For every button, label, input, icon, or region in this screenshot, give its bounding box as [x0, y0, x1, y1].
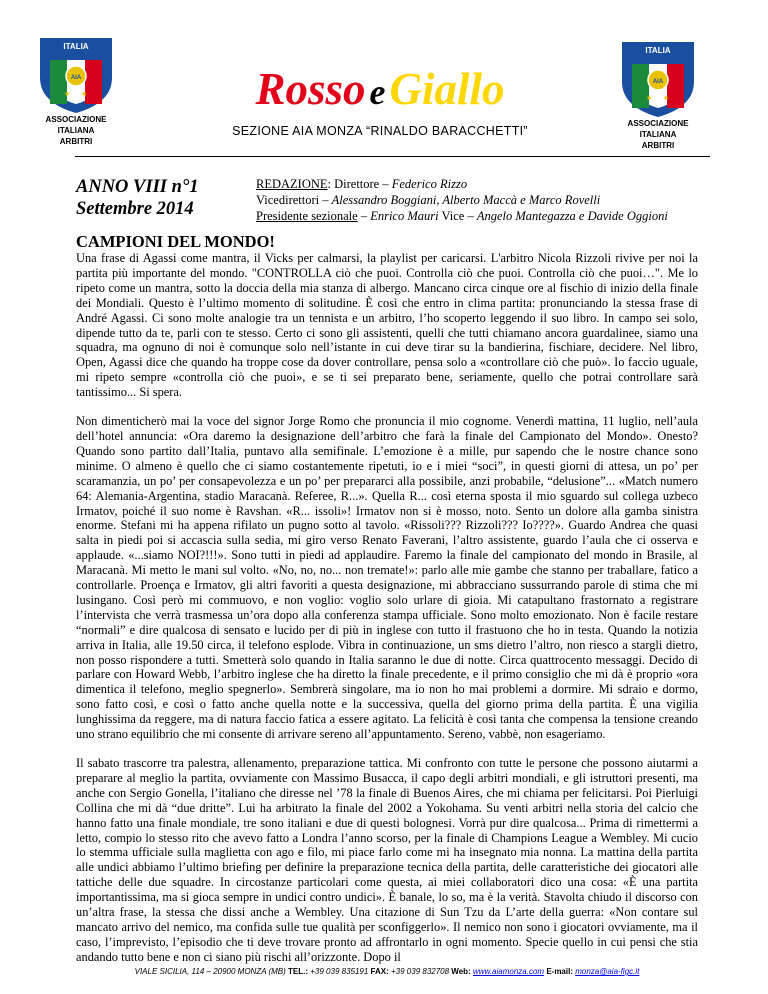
redazione-sep: : Direttore –	[327, 177, 392, 191]
svg-text:★: ★	[64, 90, 71, 98]
issue-number: ANNO VIII n°1	[76, 177, 199, 197]
presidente-label: Presidente sezionale	[256, 209, 358, 223]
svg-text:ITALIA: ITALIA	[63, 42, 89, 51]
footer-web-link[interactable]: www.aiamonza.com	[472, 967, 545, 976]
footer-email-label: E-mail:	[546, 967, 573, 976]
aia-logo-right	[612, 40, 704, 151]
footer-tel: +39 039 835191	[308, 967, 371, 976]
editorial-line-presidente	[256, 208, 668, 224]
footer-address: VIALE SICILIA, 114 – 20900 MONZA (MB)	[134, 967, 289, 976]
direttore-name: Federico Rizzo	[391, 177, 468, 191]
logo-caption-line: ASSOCIAZIONE	[45, 115, 107, 124]
italia-shield-icon	[618, 40, 698, 118]
svg-text:ITALIA: ITALIA	[645, 46, 671, 55]
vice2-names: Angelo Mantegazza e Davide Oggioni	[476, 209, 668, 223]
masthead-title	[150, 62, 610, 116]
presidente-name: Enrico Mauri	[370, 209, 439, 223]
article-paragraph: Il sabato trascorre tra palestra, allenamento, preparazione tattica. Mi confronto con tutte le persone che possono aiutarmi a preparare al meglio la partita, ovviamente con Massimo Busacca, il capo degli arbitri mondiali, e gli istruttori presenti, ma anche con Sergio Gonella, l’italiano che diresse nel ’78 la finale di Buenos Aires, che mi chiama per felicitarsi. Poi Pierluigi Collina che mi dà “due dritte”. Lui ha arbitrato la finale del 2002 a Yokohama. Su venti arbitri nella storia del calcio che hanno fatto una finale mondiale, tre sono italiani e due di questi bolognesi. Vorrà pur dire qualcosa... Prima di rimettermi a letto, compio lo stesso rito che avevo fatto a Londra l’anno scorso, per la finale di Champions League a Wembley. Mi cucio lo stemma ufficiale sulla maglietta con ago e filo, mi piace farlo come mi ha insegnato mia nonna. La mattina della partita alle undici abbiamo l’ultimo briefing per definire la preparazione tecnica della partita, delle caratteristiche dei giocatori alle tattiche delle due squadre. In circostanze particolari come questa, ai miei collaboratori dico una cosa: «È una partita importantissima, ma si gioca sempre in undici contro undici». È banale, lo so, ma è la verità. Stavolta chiudo il discorso con un’altra frase, la stessa che dissi anche a Wembley. Una citazione di Sun Tzu da L’arte della guerra: «Non contare sul mancato arrivo del nemico, ma confida sulle tue qualità per sconfiggerlo». Il nemico non sono i giocatori ovviamente, ma il caso, l’imprevisto, l’episodio che ti deve trovare pronto ad affrontarlo in ogni momento. Specie quello in cui pensi che stia andando tutto bene e non ci siano più rischi all’orizzonte. Dopo il	[76, 756, 698, 964]
article-body	[76, 251, 698, 979]
svg-text:★: ★	[646, 94, 653, 102]
issue-info	[76, 176, 199, 220]
svg-text:AIA: AIA	[652, 79, 664, 85]
footer-fax-label: FAX:	[370, 967, 389, 976]
editorial-line-redazione	[256, 176, 668, 192]
svg-text:★: ★	[663, 94, 670, 102]
footer-contacts	[76, 967, 698, 976]
article-paragraph: Una frase di Agassi come mantra, il Vicks per calmarsi, la playlist per caricarsi. L'arbitro Nicola Rizzoli rivive per noi la partita più importante del mondo. "CONTROLLA ciò che puoi. Controlla ciò che puoi. Controlla ciò che puoi…". Me lo ripeto come un mantra, sotto la doccia della mia stanza di albergo. Mancano circa cinque ore al fischio di inizio della finale dei Mondiali. Questo è l’ultimo momento di solitudine. È così che entro in clima partita: pronunciando la stessa frase di André Agassi. Ci sono molte analogie tra un tennista e un arbitro, l’ho scoperto leggendo il suo libro. In campo sei solo, dipende tutto da te, parli con te stesso. Certo ci sono gli assistenti, quelli che tutti chiamano ancora guardalinee, siamo una squadra, ma ognuno di noi è comunque solo nell’istante in cui deve tirar su la bandierina, fischiare, decidere. Nel libro, Open, Agassi dice che quando ha troppe cose da dover controllare, pensa solo a «controllare ciò che può». Io faccio uguale, mi ripeto sempre «controlla ciò che puoi», e se ti sei preparato bene, seriamente, quello che potrai controllare sarà tantissimo... Si spera.	[76, 251, 698, 400]
logo-caption-line: ARBITRI	[59, 137, 93, 146]
presidente-sep: –	[357, 209, 371, 223]
vice2-label: Vice –	[438, 209, 477, 223]
logo-caption-line: ITALIANA	[639, 130, 677, 139]
header-divider	[75, 156, 710, 157]
logo-caption-line: ASSOCIAZIONE	[627, 119, 689, 128]
redazione-label: REDAZIONE	[256, 177, 328, 191]
masthead-word-e: e	[369, 72, 386, 112]
article-paragraph: Non dimenticherò mai la voce del signor Jorge Romo che pronuncia il mio cognome. Venerdì mattina, 11 luglio, nell’aula dell’hotel annuncia: «Ora daremo la designazione dell’arbitro che farà la finale del Campionato del Mondo». Onesto? Quando sono partito dall’Italia, puntavo alla semifinale. L’emozione è a mille, pur sapendo che le nostre chance sono minime. O almeno è quello che ci siamo costantemente ripetuti, io e i miei “soci”, in questi giorni di attesa, un po’ per scaramanzia, un po’ per consapevolezza e un po’ per prepararci alla possibile, anzi probabile, “delusione”... «Match numero 64: Alemania-Argentina, stadio Maracanà. Referee, R...». Quella R... così eterna sposta il mio sguardo sul collega uzbeco Irmatov, poiché il suo nome è Ravshan. «R... issoli»! Irmatov non si è mosso, noto. Sento un dolore alla gamba sinistra enorme. Stefani mi ha appena rifilato un pugno sotto al tavolo. «Rissoli??? Rizzoli??? Io????». Guardo Andrea che quasi salta in piedi poi si accascia sulla sedia, mi giro verso Renato Faverani, l’altro assistente, guardo l’aula che ci osserva e applaude. «...siamo NOI?!!!». Sono tutti in piedi ad applaudire. Faremo la finale del campionato del mondo in Brasile, al Maracanà. Mi metto le mani sul volto. «No, no, no... non tremate!»: parlo alle mie gambe che stanno per traballare, fatico a controllarle. Proença e Irmatov, gli altri favoriti a questa designazione, mi abbracciano sussurrando parole di stima che mi lusingano. Così però mi commuovo, e non voglio: voglio solo urlare di gioia. Mi catapultano frastornato a registrare l’intervista che verrà trasmessa un’ora dopo alla conferenza stampa ufficiale. Sono molto emozionato. Non è facile restare “normali” e dire qualcosa di sensato e lucido per di più in inglese con tutto il frastuono che ho in testa. Quando la notizia arriva in Italia, alle 19.50 circa, il telefono esplode. Vibra in continuazione, un sms dietro l’altro, non riesco a stargli dietro, non posso rispondere a tutti. Smetterà solo quando in Italia saranno le due di notte. Circa quattrocento messaggi. Decido di parlare con Howard Webb, l’arbitro inglese che ha diretto la finale precedente, e il primo consiglio che mi dà è proprio «ora dimentica il telefono, meglio spegnerlo». Sembrerà singolare, ma io non ho mai problemi a dormire. Mi sdraio e dormo, sono fatto così, e così o fatto anche quella notte e la successiva, quella del giorno prima della partita. È una vigilia lunghissima da reggere, ma di natura faccio fatica a essere agitato. La felicità è così tanta che compensa la tensione creando uno strano equilibrio che mi consente di arrivare sereno all’appuntamento. Sereno, vabbè, non esageriamo.	[76, 414, 698, 742]
editorial-line-vice	[256, 192, 668, 208]
vice-label: Vicedirettori –	[256, 193, 332, 207]
editorial-staff	[256, 176, 668, 224]
masthead-word-giallo: Giallo	[389, 64, 505, 114]
svg-text:★: ★	[81, 90, 88, 98]
section-name: SEZIONE AIA MONZA “RINALDO BARACCHETTI”	[232, 124, 528, 138]
footer-web-label: Web:	[451, 967, 471, 976]
issue-date: Settembre 2014	[76, 199, 194, 219]
footer-fax: +39 039 832708	[388, 967, 452, 976]
svg-text:AIA: AIA	[70, 75, 82, 81]
logo-caption-line: ITALIANA	[57, 126, 95, 135]
italia-shield-icon	[36, 36, 116, 114]
vice-names: Alessandro Boggiani, Alberto Maccà e Marco Rovelli	[331, 193, 601, 207]
footer-email-link[interactable]: monza@aia-figc.it	[575, 967, 640, 976]
footer-tel-label: TEL.:	[288, 967, 309, 976]
masthead-word-rosso: Rosso	[255, 64, 366, 114]
logo-caption-line: ARBITRI	[641, 141, 675, 150]
aia-logo-left	[30, 36, 122, 147]
article-title: CAMPIONI DEL MONDO!	[76, 232, 275, 251]
